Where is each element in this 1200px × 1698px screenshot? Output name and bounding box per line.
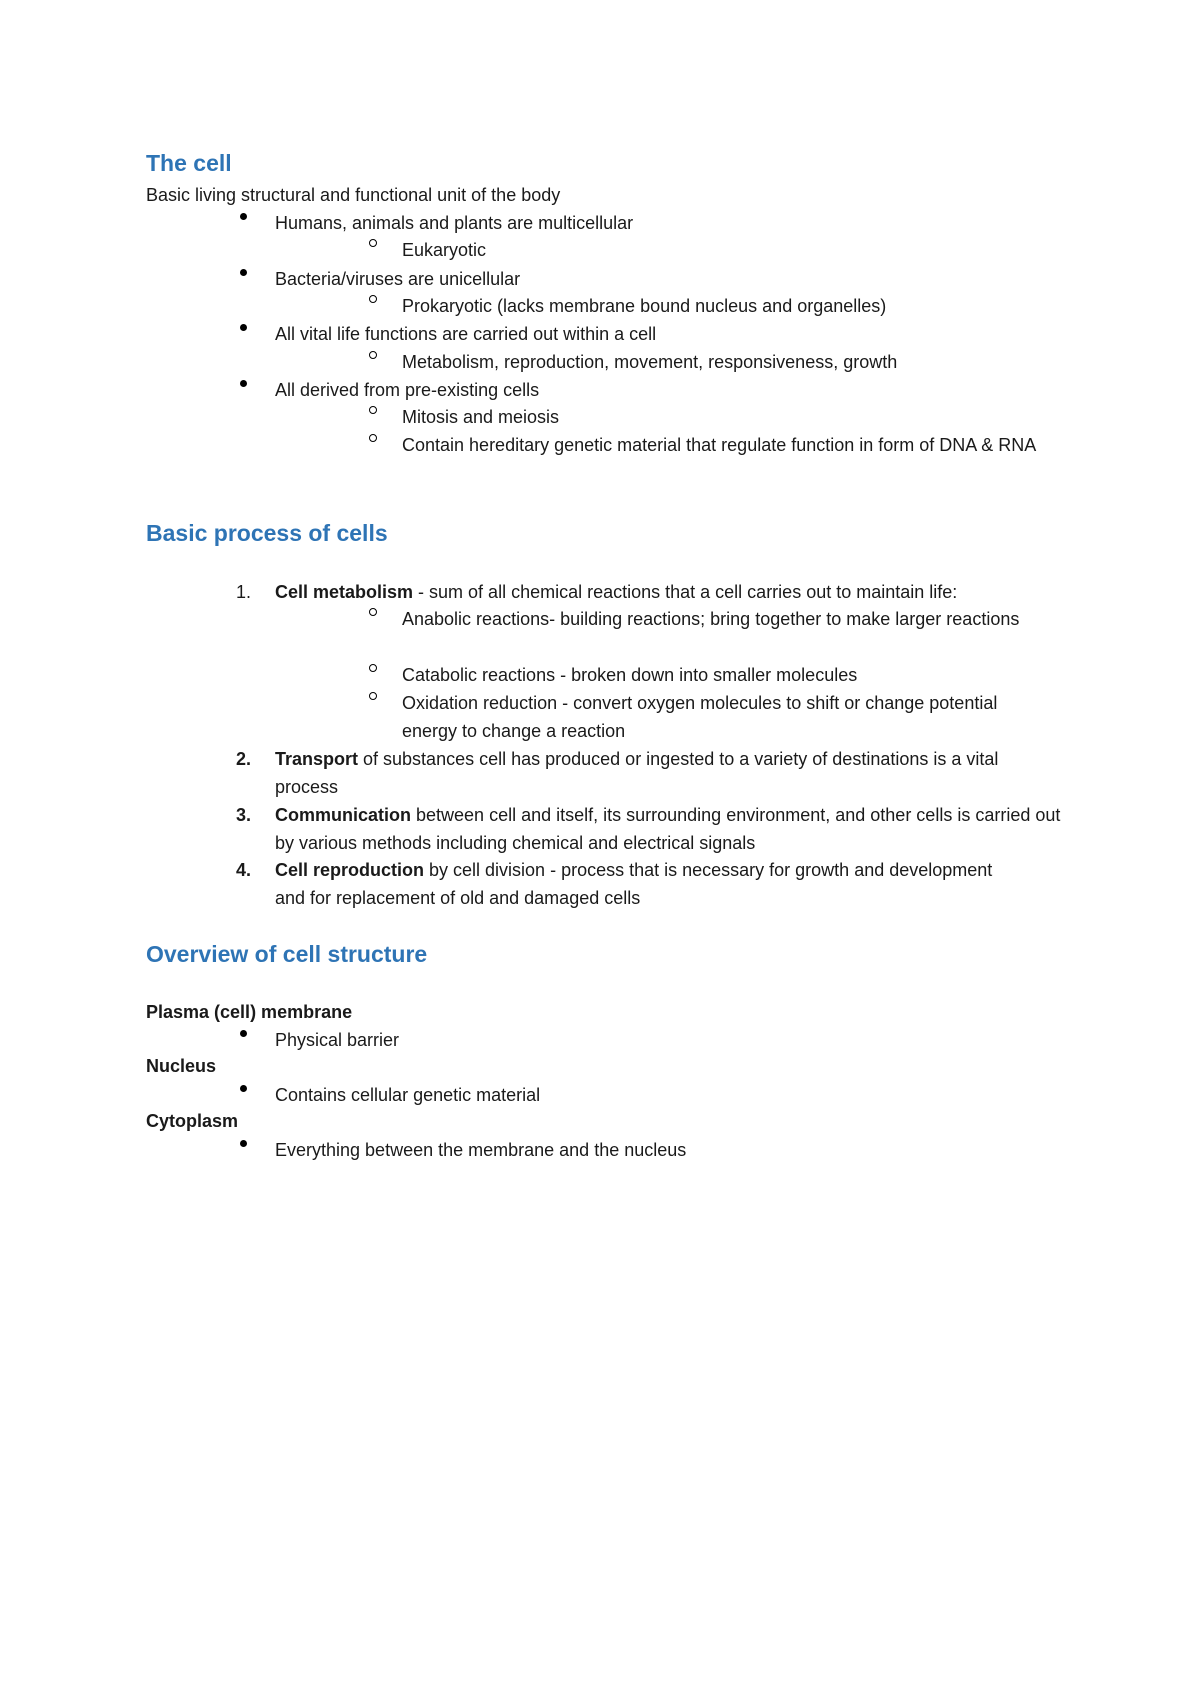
numbered-item [275, 578, 957, 606]
circle-bullet-icon [369, 664, 377, 672]
list-number: 4. [236, 860, 252, 880]
sub-list-item: Prokaryotic (lacks membrane bound nucleus and organelles) [402, 296, 887, 316]
circle-bullet-icon [369, 608, 377, 616]
term: Cell metabolism [275, 582, 414, 602]
bullet-icon [240, 213, 247, 220]
sub-list-item: Anabolic reactions- building reactions; bring together to make larger reactions [402, 609, 1020, 629]
circle-bullet-icon [369, 351, 377, 359]
description: of substances cell has produced or ingested to a variety of destinations is a vital process [275, 749, 999, 797]
sub-list-item: Contain hereditary genetic material that regulate function in form of DNA & RNA [402, 435, 1037, 455]
list-item: Humans, animals and plants are multicellular [275, 213, 634, 233]
bullet-icon [240, 269, 247, 276]
bullet-icon [240, 324, 247, 331]
list-item: All derived from pre-existing cells [275, 380, 540, 400]
bullet-icon [240, 1140, 247, 1147]
list-number: 2. [236, 749, 252, 769]
sub-list-item: Oxidation reduction - convert oxygen molecules to shift or change potential energy to change a reaction [402, 693, 998, 741]
structure-part-title: Plasma (cell) membrane [146, 1002, 353, 1022]
sub-list-item: Mitosis and meiosis [402, 407, 560, 427]
circle-bullet-icon [369, 692, 377, 700]
bullet-icon [240, 1030, 247, 1037]
list-item: Bacteria/viruses are unicellular [275, 269, 521, 289]
numbered-item [275, 801, 1075, 857]
circle-bullet-icon [369, 406, 377, 414]
bullet-icon [240, 380, 247, 387]
sub-list-item: Metabolism, reproduction, movement, responsiveness, growth [402, 352, 898, 372]
cell-intro: Basic living structural and functional unit of the body [146, 185, 561, 205]
heading-cell-structure: Overview of cell structure [146, 941, 428, 967]
list-number: 1. [236, 582, 252, 602]
heading-the-cell: The cell [146, 150, 232, 176]
numbered-item [275, 856, 995, 912]
structure-part-title: Cytoplasm [146, 1111, 239, 1131]
numbered-item [275, 745, 1065, 801]
list-item: All vital life functions are carried out within a cell [275, 324, 657, 344]
heading-basic-process: Basic process of cells [146, 520, 388, 546]
circle-bullet-icon [369, 434, 377, 442]
list-item: Everything between the membrane and the nucleus [275, 1140, 687, 1160]
description: between cell and itself, its surrounding environment, and other cells is carried out by various methods including chemical and electrical signals [275, 805, 1061, 853]
sub-list-item: Eukaryotic [402, 240, 487, 260]
term: Transport [275, 749, 359, 769]
structure-part-title: Nucleus [146, 1056, 217, 1076]
sub-list-item: Catabolic reactions - broken down into smaller molecules [402, 665, 858, 685]
list-item: Contains cellular genetic material [275, 1085, 541, 1105]
list-number: 3. [236, 805, 252, 825]
circle-bullet-icon [369, 239, 377, 247]
term: Communication [275, 805, 412, 825]
circle-bullet-icon [369, 295, 377, 303]
description: - sum of all chemical reactions that a cell carries out to maintain life: [413, 582, 958, 602]
bullet-icon [240, 1085, 247, 1092]
term: Cell reproduction [275, 860, 425, 880]
description: by cell division - process that is necessary for growth and development and for replacement of old and damaged cells [275, 860, 993, 908]
list-item: Physical barrier [275, 1030, 400, 1050]
